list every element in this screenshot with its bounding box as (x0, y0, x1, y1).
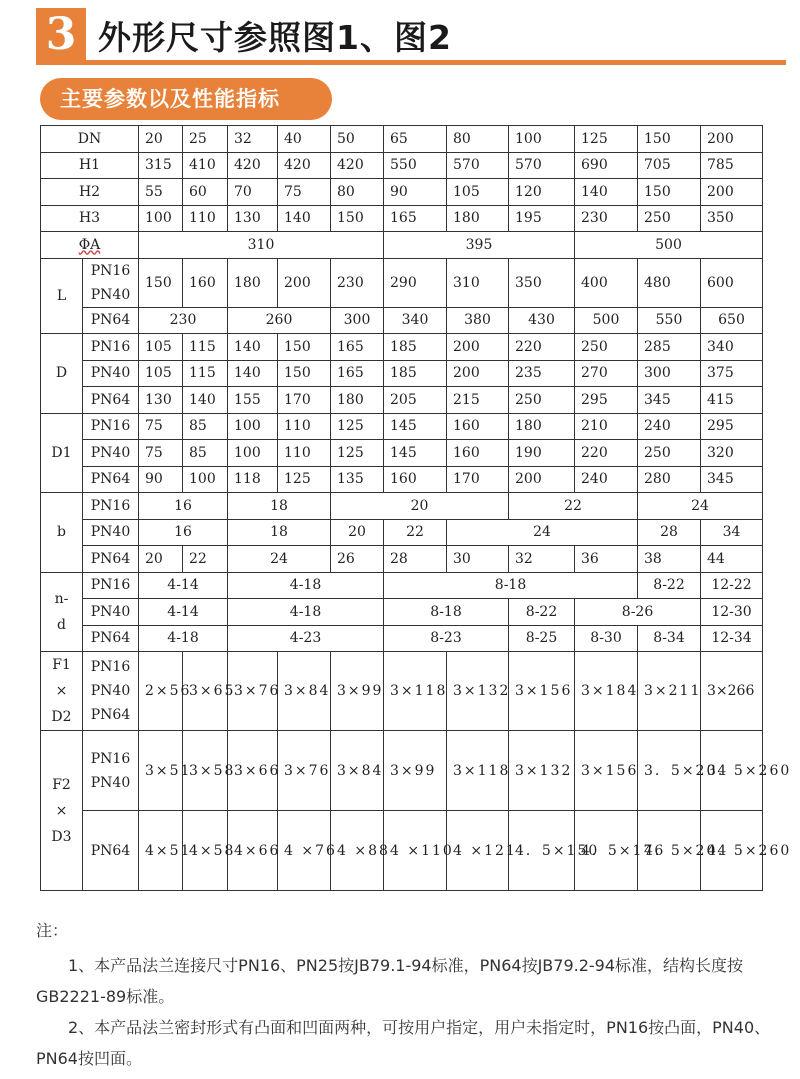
value-cell: 140 (228, 334, 278, 361)
value-cell: 3×58 (183, 731, 228, 811)
value-cell: 500 (575, 307, 638, 334)
pn-label: PN16 (83, 572, 139, 599)
value-cell: 155 (228, 387, 278, 414)
value-cell: 3．5×204 (638, 731, 701, 811)
row-D1-pn40 (41, 440, 763, 467)
value-cell: 2×56 (139, 652, 183, 731)
value-cell: 785 (701, 152, 763, 179)
value-cell: 8-18 (384, 599, 509, 626)
value-cell: 100 (509, 126, 575, 153)
value-cell: 375 (701, 360, 763, 387)
row-h1 (41, 152, 763, 179)
value-cell: 350 (701, 205, 763, 232)
pn-label: PN64 (83, 387, 139, 414)
row-label: H3 (41, 205, 139, 232)
value-cell: 105 (447, 179, 509, 206)
times-label: × (55, 802, 68, 819)
value-cell: 600 (701, 258, 763, 307)
value-cell: 38 (638, 546, 701, 573)
pn-label: PN64 (83, 307, 139, 334)
value-cell: 12-22 (701, 572, 763, 599)
value-cell: 34 (701, 519, 763, 546)
value-cell: 140 (575, 179, 638, 206)
pn-label: PN64 (83, 811, 139, 891)
value-cell: 4-14 (139, 599, 228, 626)
value-cell: 125 (331, 413, 384, 440)
value-cell: 4 ×88 (331, 811, 384, 891)
value-cell: 85 (183, 413, 228, 440)
value-cell: 20 (139, 546, 183, 573)
value-cell: 345 (638, 387, 701, 414)
value-cell: 36 (575, 546, 638, 573)
value-cell: 85 (183, 440, 228, 467)
value-cell: 3×118 (447, 731, 509, 811)
value-cell: 500 (575, 232, 763, 259)
value-cell: 310 (447, 258, 509, 307)
value-cell: 3×99 (331, 652, 384, 731)
value-cell: 160 (183, 258, 228, 307)
value-cell: 185 (384, 360, 447, 387)
value-cell: 160 (447, 440, 509, 467)
value-cell: 400 (575, 258, 638, 307)
pn-label: PN40 (83, 519, 139, 546)
value-cell: 25 (183, 126, 228, 153)
value-cell: 16 (139, 519, 228, 546)
notes-heading: 注： (36, 921, 69, 940)
value-cell: 100 (228, 413, 278, 440)
value-cell: 205 (384, 387, 447, 414)
value-cell: 4-18 (139, 625, 228, 652)
value-cell: 180 (509, 413, 575, 440)
value-cell: 250 (638, 205, 701, 232)
value-cell: 80 (331, 179, 384, 206)
value-cell: 125 (575, 126, 638, 153)
row-label: H1 (41, 152, 139, 179)
value-cell: 3×84 (278, 652, 331, 731)
value-cell: 160 (384, 466, 447, 493)
value-cell: 16 (139, 493, 228, 520)
d2-label: D2 (51, 709, 72, 725)
value-cell: 8-22 (509, 599, 575, 626)
row-D-pn16 (41, 334, 763, 361)
group-label-nd (41, 572, 83, 652)
value-cell: 200 (447, 360, 509, 387)
pn-label: PN64 (83, 546, 139, 573)
value-cell: 110 (278, 413, 331, 440)
value-cell: 200 (447, 334, 509, 361)
value-cell: 420 (278, 152, 331, 179)
section-number-badge: 3 (36, 8, 86, 62)
value-cell: 130 (228, 205, 278, 232)
value-cell: 40 (278, 126, 331, 153)
pn-label: PN40 (83, 599, 139, 626)
pn-label (83, 258, 139, 307)
value-cell: 650 (701, 307, 763, 334)
value-cell: 295 (575, 387, 638, 414)
value-cell: 150 (331, 205, 384, 232)
value-cell: 210 (575, 413, 638, 440)
value-cell: 8-18 (384, 572, 638, 599)
value-cell: 4 ×110 (384, 811, 447, 891)
value-cell: 26 (331, 546, 384, 573)
row-D1-pn16 (41, 413, 763, 440)
group-label-F2D3 (41, 731, 83, 891)
value-cell: 105 (139, 360, 183, 387)
value-cell: 230 (331, 258, 384, 307)
value-cell: 285 (638, 334, 701, 361)
nd-label-b: d (57, 616, 66, 633)
value-cell: 295 (701, 413, 763, 440)
f1-label: F1 (52, 657, 71, 673)
value-cell: 105 (139, 334, 183, 361)
value-cell: 165 (384, 205, 447, 232)
value-cell: 570 (509, 152, 575, 179)
value-cell: 4×66 (228, 811, 278, 891)
value-cell: 550 (638, 307, 701, 334)
value-cell: 150 (638, 126, 701, 153)
value-cell: 75 (139, 413, 183, 440)
value-cell: 60 (183, 179, 228, 206)
group-label-L: L (41, 258, 83, 334)
value-cell: 100 (228, 440, 278, 467)
value-cell: 215 (447, 387, 509, 414)
value-cell: 190 (509, 440, 575, 467)
row-b-pn64 (41, 546, 763, 573)
value-cell: 4 ×76 (278, 811, 331, 891)
row-b-pn40 (41, 519, 763, 546)
value-cell: 3×132 (509, 731, 575, 811)
row-F2D3-pn16-pn40 (41, 731, 763, 811)
value-cell: 4 ×121 (447, 811, 509, 891)
group-label-D: D (41, 334, 83, 414)
pn-label: PN40 (83, 440, 139, 467)
row-h3 (41, 205, 763, 232)
value-cell: 170 (278, 387, 331, 414)
phiA-label: ΦA (78, 236, 101, 253)
value-cell: 22 (384, 519, 447, 546)
value-cell: 170 (447, 466, 509, 493)
notes-block (36, 915, 776, 1074)
value-cell: 12-30 (701, 599, 763, 626)
value-cell: 310 (139, 232, 384, 259)
value-cell: 150 (278, 360, 331, 387)
row-label: H2 (41, 179, 139, 206)
value-cell: 125 (278, 466, 331, 493)
value-cell: 150 (278, 334, 331, 361)
value-cell: 28 (384, 546, 447, 573)
value-cell: 290 (384, 258, 447, 307)
value-cell: 185 (384, 334, 447, 361)
value-cell: 4-23 (228, 625, 384, 652)
value-cell: 180 (447, 205, 509, 232)
value-cell: 80 (447, 126, 509, 153)
row-label (41, 232, 139, 259)
row-F1D2 (41, 652, 763, 731)
value-cell: 8-30 (575, 625, 638, 652)
pn-label: PN16 (83, 413, 139, 440)
value-cell: 8-26 (575, 599, 701, 626)
value-cell: 125 (331, 440, 384, 467)
row-nd-pn16 (41, 572, 763, 599)
value-cell: 12-34 (701, 625, 763, 652)
value-cell: 32 (509, 546, 575, 573)
pn40-label: PN40 (90, 683, 131, 699)
value-cell: 130 (139, 387, 183, 414)
value-cell: 90 (139, 466, 183, 493)
value-cell: 4．5×260 (701, 811, 763, 891)
value-cell: 300 (638, 360, 701, 387)
value-cell: 110 (183, 205, 228, 232)
value-cell: 3×156 (509, 652, 575, 731)
value-cell: 420 (331, 152, 384, 179)
value-cell: 140 (278, 205, 331, 232)
value-cell: 550 (384, 152, 447, 179)
note-item: 2、本产品法兰密封形式有凸面和凹面两种，可按用户指定，用户未指定时，PN16按凸面，PN40、PN64按凹面。 (36, 1018, 771, 1068)
times-label: × (55, 683, 68, 699)
value-cell: 3×156 (575, 731, 638, 811)
value-cell: 120 (509, 179, 575, 206)
value-cell: 200 (701, 179, 763, 206)
value-cell: 570 (447, 152, 509, 179)
value-cell: 4×51 (139, 811, 183, 891)
row-D-pn40 (41, 360, 763, 387)
row-dn (41, 126, 763, 153)
value-cell: 140 (228, 360, 278, 387)
value-cell: 350 (509, 258, 575, 307)
value-cell: 8-25 (509, 625, 575, 652)
group-label-F1D2 (41, 652, 83, 731)
value-cell: 340 (701, 334, 763, 361)
value-cell: 200 (509, 466, 575, 493)
value-cell: 3×184 (575, 652, 638, 731)
value-cell: 110 (278, 440, 331, 467)
parameters-table (40, 125, 792, 891)
value-cell: 3×211 (638, 652, 701, 731)
value-cell: 3×84 (331, 731, 384, 811)
f2-label: F2 (52, 776, 71, 793)
value-cell: 165 (331, 334, 384, 361)
row-b-pn16 (41, 493, 763, 520)
row-label: DN (41, 126, 139, 153)
value-cell: 140 (183, 387, 228, 414)
value-cell: 165 (331, 360, 384, 387)
value-cell: 410 (183, 152, 228, 179)
section-header (36, 8, 786, 66)
value-cell: 100 (139, 205, 183, 232)
value-cell: 4．5×176 (575, 811, 638, 891)
value-cell: 3×132 (447, 652, 509, 731)
value-cell: 18 (228, 519, 331, 546)
row-L-pn64 (41, 307, 763, 334)
value-cell: 8-34 (638, 625, 701, 652)
value-cell: 250 (638, 440, 701, 467)
value-cell: 220 (575, 440, 638, 467)
value-cell: 395 (384, 232, 575, 259)
value-cell: 320 (701, 440, 763, 467)
pn-label-a: PN16 (90, 262, 131, 279)
value-cell: 18 (228, 493, 331, 520)
value-cell: 3×51 (139, 731, 183, 811)
value-cell: 240 (638, 413, 701, 440)
value-cell: 22 (183, 546, 228, 573)
value-cell: 55 (139, 179, 183, 206)
pn-label (83, 731, 139, 811)
value-cell: 230 (575, 205, 638, 232)
value-cell: 240 (575, 466, 638, 493)
value-cell: 260 (228, 307, 331, 334)
value-cell: 705 (638, 152, 701, 179)
value-cell: 3×99 (384, 731, 447, 811)
value-cell: 415 (701, 387, 763, 414)
value-cell: 4×58 (183, 811, 228, 891)
value-cell: 32 (228, 126, 278, 153)
row-h2 (41, 179, 763, 206)
value-cell: 30 (447, 546, 509, 573)
header-underline (36, 60, 786, 65)
value-cell: 3×76 (228, 652, 278, 731)
value-cell: 150 (139, 258, 183, 307)
value-cell: 250 (575, 334, 638, 361)
group-label-b: b (41, 493, 83, 573)
value-cell: 24 (638, 493, 763, 520)
pn-label: PN40 (83, 360, 139, 387)
section-title: 外形尺寸参照图1、图2 (98, 18, 452, 57)
value-cell: 3×66 (228, 731, 278, 811)
value-cell: 65 (384, 126, 447, 153)
value-cell: 300 (331, 307, 384, 334)
value-cell: 3×76 (278, 731, 331, 811)
value-cell: 3×266 (701, 652, 763, 731)
value-cell: 20 (331, 519, 384, 546)
value-cell: 380 (447, 307, 509, 334)
pn16-label: PN16 (90, 659, 131, 675)
row-nd-pn64 (41, 625, 763, 652)
value-cell: 195 (509, 205, 575, 232)
value-cell: 100 (183, 466, 228, 493)
value-cell: 235 (509, 360, 575, 387)
pn-label: PN16 (83, 493, 139, 520)
value-cell: 315 (139, 152, 183, 179)
pn-label: PN64 (83, 625, 139, 652)
value-cell: 70 (228, 179, 278, 206)
pn-label: PN16 (83, 334, 139, 361)
value-cell: 420 (228, 152, 278, 179)
value-cell: 75 (139, 440, 183, 467)
value-cell: 118 (228, 466, 278, 493)
pn-label: PN64 (83, 466, 139, 493)
value-cell: 24 (228, 546, 331, 573)
value-cell: 115 (183, 334, 228, 361)
value-cell: 3．5×260 (701, 731, 763, 811)
row-L-pn16-pn40 (41, 258, 763, 307)
note-item: 1、本产品法兰连接尺寸PN16、PN25按JB79.1-94标准，PN64按JB79.2-94标准，结构长度按GB2221-89标准。 (36, 956, 744, 1006)
group-label-D1: D1 (41, 413, 83, 493)
value-cell: 180 (228, 258, 278, 307)
value-cell: 20 (139, 126, 183, 153)
pn-label (83, 652, 139, 731)
value-cell: 150 (638, 179, 701, 206)
value-cell: 280 (638, 466, 701, 493)
value-cell: 200 (701, 126, 763, 153)
pn64-label: PN64 (90, 707, 131, 723)
value-cell: 340 (384, 307, 447, 334)
value-cell: 28 (638, 519, 701, 546)
d3-label: D3 (51, 828, 72, 845)
value-cell: 160 (447, 413, 509, 440)
value-cell: 180 (331, 387, 384, 414)
value-cell: 8-23 (384, 625, 509, 652)
value-cell: 220 (509, 334, 575, 361)
value-cell: 24 (447, 519, 638, 546)
value-cell: 230 (139, 307, 228, 334)
value-cell: 145 (384, 413, 447, 440)
value-cell: 75 (278, 179, 331, 206)
value-cell: 22 (509, 493, 638, 520)
value-cell: 4-18 (228, 572, 384, 599)
value-cell: 90 (384, 179, 447, 206)
nd-label-a: n- (54, 590, 69, 607)
value-cell: 690 (575, 152, 638, 179)
value-cell: 44 (701, 546, 763, 573)
value-cell: 4．5×150 (509, 811, 575, 891)
value-cell: 250 (509, 387, 575, 414)
value-cell: 200 (278, 258, 331, 307)
value-cell: 20 (331, 493, 509, 520)
pn16-label: PN16 (90, 750, 131, 767)
value-cell: 115 (183, 360, 228, 387)
row-D-pn64 (41, 387, 763, 414)
value-cell: 4-14 (139, 572, 228, 599)
pn-label-b: PN40 (90, 286, 131, 303)
pn40-label: PN40 (90, 774, 131, 791)
value-cell: 345 (701, 466, 763, 493)
value-cell: 4-18 (228, 599, 384, 626)
row-phiA (41, 232, 763, 259)
subsection-pill: 主要参数以及性能指标 (40, 78, 332, 120)
value-cell: 3×65 (183, 652, 228, 731)
value-cell: 50 (331, 126, 384, 153)
value-cell: 270 (575, 360, 638, 387)
value-cell: 135 (331, 466, 384, 493)
value-cell: 3×118 (384, 652, 447, 731)
value-cell: 145 (384, 440, 447, 467)
row-nd-pn40 (41, 599, 763, 626)
row-F2D3-pn64 (41, 811, 763, 891)
value-cell: 8-22 (638, 572, 701, 599)
value-cell: 4．5×204 (638, 811, 701, 891)
row-D1-pn64 (41, 466, 763, 493)
value-cell: 430 (509, 307, 575, 334)
value-cell: 480 (638, 258, 701, 307)
